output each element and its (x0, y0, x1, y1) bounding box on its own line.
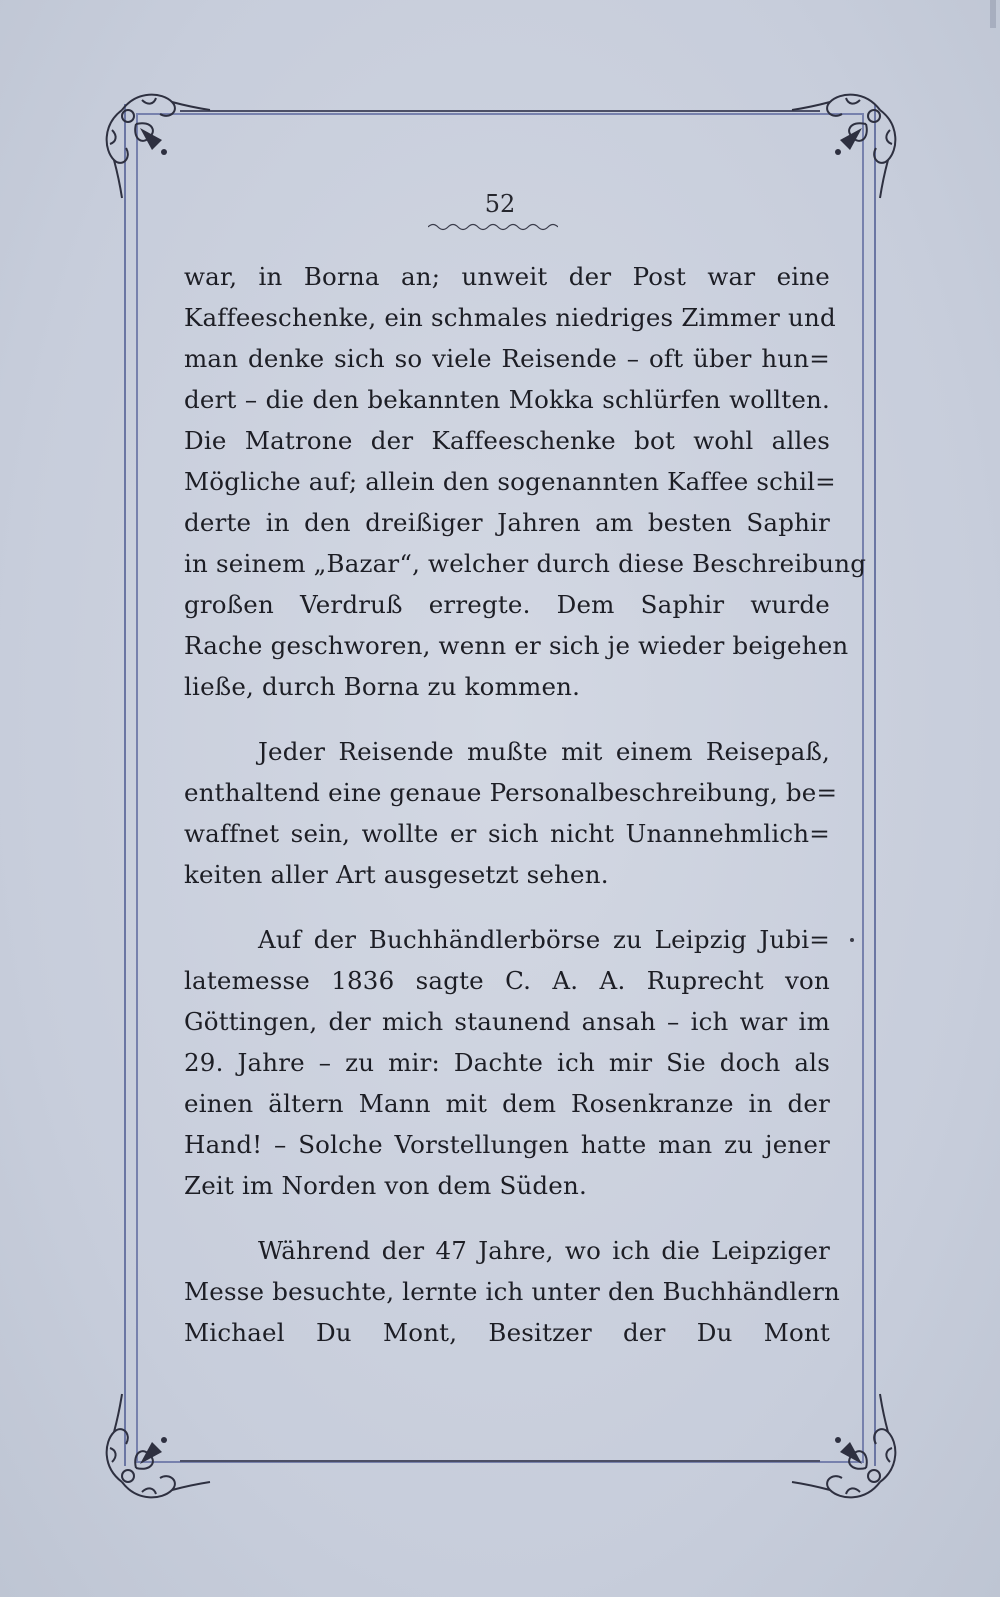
frame-top-rule (180, 110, 820, 112)
text-line: Göttingen, der mich staunend ansah – ich war im (184, 1007, 830, 1036)
text-line: Rache geschworen, wenn er sich je wieder beigehen (184, 631, 849, 660)
text-line: war, in Borna an; unweit der Post war eine (184, 262, 830, 291)
text-line: Die Matrone der Kaffeeschenke bot wohl alles (184, 426, 830, 455)
text-line: waffnet sein, wollte er sich nicht Unannehmlich= (184, 819, 830, 848)
paragraph (184, 256, 867, 707)
text-line: 29. Jahre – zu mir: Dachte ich mir Sie doch als (184, 1048, 830, 1077)
page-edge-mark (990, 0, 996, 28)
body-text (184, 256, 867, 1353)
text-line: enthaltend eine genaue Personalbeschreibung, be= (184, 778, 838, 807)
paragraph (184, 1230, 840, 1353)
paragraph (184, 731, 838, 895)
text-line: derte in den dreißiger Jahren am besten Saphir (184, 508, 830, 537)
text-line: großen Verdruß erregte. Dem Saphir wurde (184, 590, 830, 619)
text-line: dert – die den bekannten Mokka schlürfen wollten. (184, 385, 830, 414)
text-line: Mögliche auf; allein den sogenannten Kaffee schil= (184, 467, 836, 496)
text-line: Zeit im Norden von dem Süden. (184, 1171, 587, 1200)
text-line: man denke sich so viele Reisende – oft über hun= (184, 344, 830, 373)
ornamental-corner-flourish-icon (790, 80, 910, 200)
text-line: ließe, durch Borna zu kommen. (184, 672, 581, 701)
text-line: Jeder Reisende mußte mit einem Reisepaß, (258, 737, 830, 766)
ornamental-corner-flourish-icon (790, 1392, 910, 1512)
ornamental-corner-flourish-icon (92, 80, 212, 200)
frame-bottom-rule (180, 1460, 820, 1462)
text-line: latemesse 1836 sagte C. A. A. Ruprecht von (184, 966, 830, 995)
text-line: Michael Du Mont, Besitzer der Du Mont (184, 1318, 830, 1347)
paragraph (184, 919, 830, 1206)
text-line: keiten aller Art ausgesetzt sehen. (184, 860, 609, 889)
text-line: Hand! – Solche Vorstellungen hatte man zu jener (184, 1130, 830, 1159)
ornamental-corner-flourish-icon (92, 1392, 212, 1512)
text-line: einen ältern Mann mit dem Rosenkranze in der (184, 1089, 830, 1118)
text-line: Kaffeeschenke, ein schmales niedriges Zimmer und (184, 303, 836, 332)
page-number: 52 (484, 190, 516, 218)
text-line: Auf der Buchhändlerbörse zu Leipzig Jubi= (258, 925, 830, 954)
text-line: Während der 47 Jahre, wo ich die Leipziger (258, 1236, 830, 1265)
text-line: Messe besuchte, lernte ich unter den Buchhändlern (184, 1277, 840, 1306)
text-line: in seinem „Bazar“, welcher durch diese Beschreibung (184, 549, 867, 578)
page-number-flourish-icon (428, 222, 558, 232)
ink-speck (850, 938, 854, 942)
